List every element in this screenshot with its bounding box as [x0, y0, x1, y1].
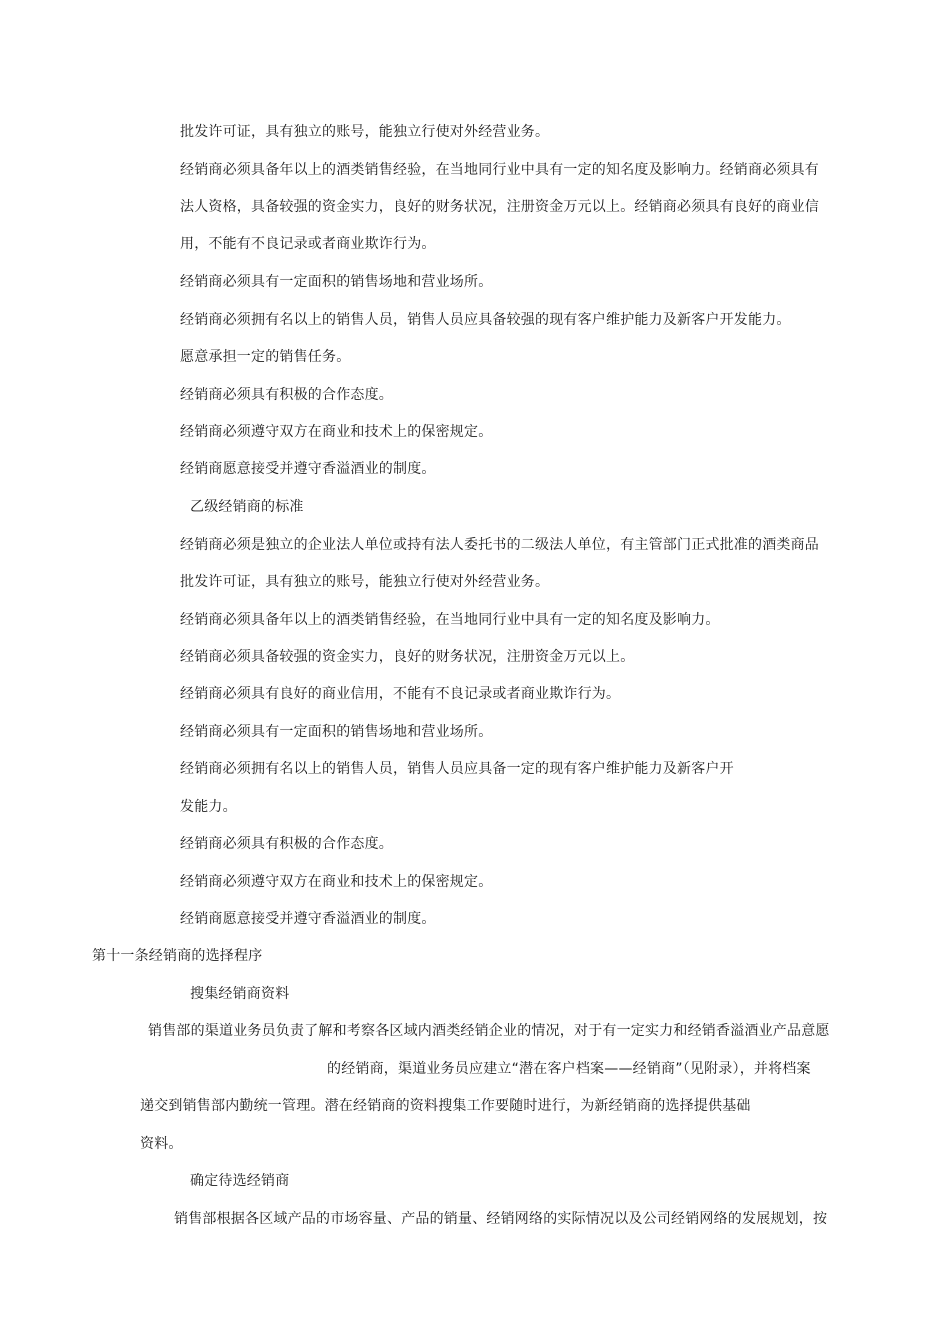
- text-line: 经销商必须具备较强的资金实力，良好的财务状况，注册资金万元以上。: [180, 649, 635, 665]
- text-line: 批发许可证，具有独立的账号，能独立行使对外经营业务。: [180, 574, 550, 590]
- text-line: 经销商必须是独立的企业法人单位或持有法人委托书的二级法人单位，有主管部门正式批准的酒类商品: [180, 537, 819, 553]
- section-heading: 确定待选经销商: [190, 1173, 290, 1189]
- text-line: 批发许可证，具有独立的账号，能独立行使对外经营业务。: [180, 124, 550, 140]
- text-line: 经销商愿意接受并遵守香溢酒业的制度。: [180, 461, 436, 477]
- text-line: 经销商必须具备年以上的酒类销售经验，在当地同行业中具有一定的知名度及影响力。: [180, 612, 720, 628]
- text-line: 经销商必须具有一定面积的销售场地和营业场所。: [180, 724, 493, 740]
- text-line: 资料。: [140, 1136, 183, 1152]
- text-line: 销售部根据各区域产品的市场容量、产品的销量、经销网络的实际情况以及公司经销网络的发展规划，按: [174, 1211, 828, 1227]
- text-line: 发能力。: [180, 799, 237, 815]
- text-line: 经销商必须具有一定面积的销售场地和营业场所。: [180, 274, 493, 290]
- text-line: 用，不能有不良记录或者商业欺诈行为。: [180, 236, 436, 252]
- text-line: 经销商必须具有良好的商业信用，不能有不良记录或者商业欺诈行为。: [180, 686, 621, 702]
- text-line: 销售部的渠道业务员负责了解和考察各区域内酒类经销企业的情况，对于有一定实力和经销香溢酒业产品意愿: [148, 1023, 830, 1039]
- text-line: 经销商必须遵守双方在商业和技术上的保密规定。: [180, 424, 493, 440]
- text-line: 经销商必须具备年以上的酒类销售经验，在当地同行业中具有一定的知名度及影响力。经销商必须具有: [180, 162, 819, 178]
- text-line: 的经销商，渠道业务员应建立“潜在客户档案——经销商”（见附录），并将档案: [327, 1061, 811, 1077]
- text-line: 经销商必须具有积极的合作态度。: [180, 836, 393, 852]
- article-heading: 第十一条经销商的选择程序: [92, 948, 263, 964]
- text-line: 经销商必须拥有名以上的销售人员，销售人员应具备较强的现有客户维护能力及新客户开发能力。: [180, 312, 791, 328]
- text-line: 法人资格，具备较强的资金实力，良好的财务状况，注册资金万元以上。经销商必须具有良好的商业信: [180, 199, 819, 215]
- text-line: 经销商必须拥有名以上的销售人员，销售人员应具备一定的现有客户维护能力及新客户开: [180, 761, 734, 777]
- text-line: 经销商必须具有积极的合作态度。: [180, 387, 393, 403]
- text-line: 经销商必须遵守双方在商业和技术上的保密规定。: [180, 874, 493, 890]
- section-heading: 乙级经销商的标准: [190, 499, 304, 515]
- text-line: 愿意承担一定的销售任务。: [180, 349, 351, 365]
- section-heading: 搜集经销商资料: [190, 986, 290, 1002]
- text-line: 递交到销售部内勤统一管理。潜在经销商的资料搜集工作要随时进行，为新经销商的选择提供基础: [140, 1098, 751, 1114]
- text-line: 经销商愿意接受并遵守香溢酒业的制度。: [180, 911, 436, 927]
